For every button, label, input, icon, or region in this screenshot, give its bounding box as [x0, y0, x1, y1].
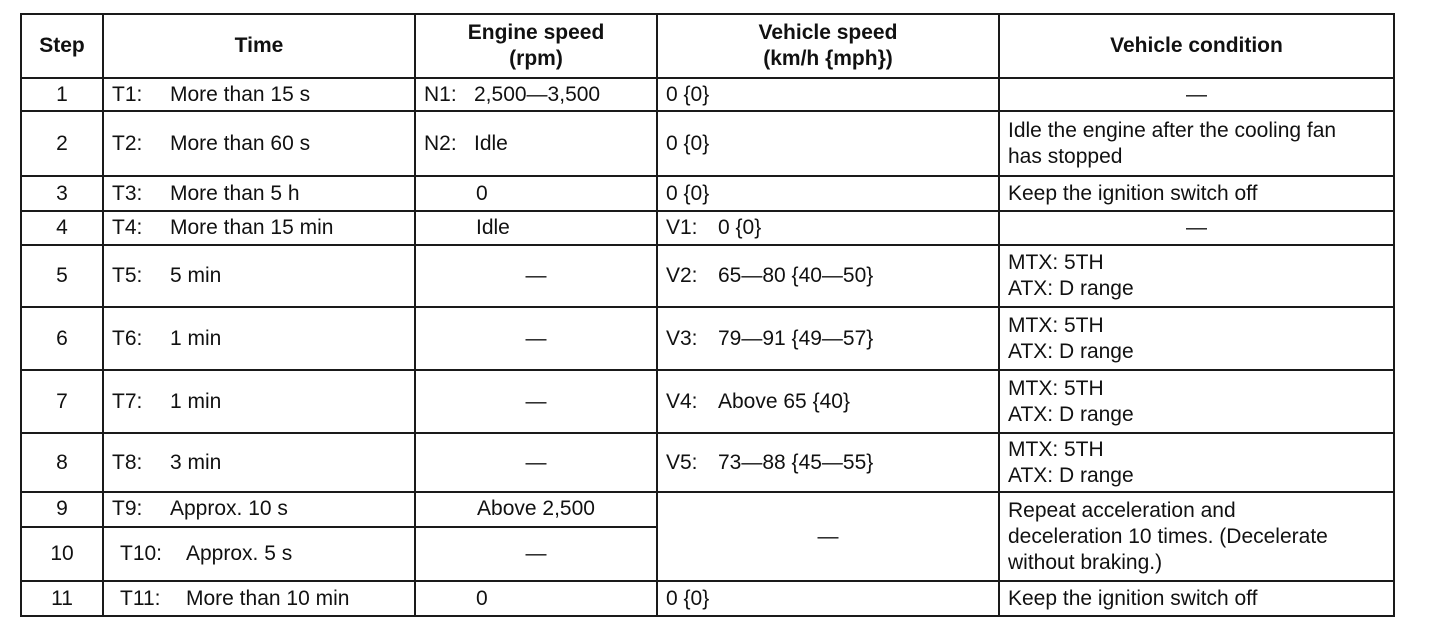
step-cell: 9	[21, 492, 103, 527]
table-row	[21, 245, 1394, 307]
vehicle-speed-cell: 0 {0}	[657, 176, 999, 211]
table-row	[21, 78, 1394, 111]
table-row	[21, 433, 1394, 492]
time-cell: T9: Approx. 10 s	[103, 492, 415, 527]
condition-cell: —	[999, 211, 1394, 246]
time-cell: T4: More than 15 min	[103, 211, 415, 246]
engine-speed-cell: N1: 2,500—3,500	[415, 78, 657, 111]
vehicle-speed-cell: 0 {0}	[657, 78, 999, 111]
header-step: Step	[21, 14, 103, 78]
condition-cell: Keep the ignition switch off	[999, 176, 1394, 211]
condition-cell: Repeat acceleration and deceleration 10 times. (Decelerate without braking.)	[999, 492, 1394, 581]
engine-speed-cell: Above 2,500	[415, 492, 657, 527]
condition-cell: MTX: 5TH ATX: D range	[999, 307, 1394, 370]
table-row	[21, 307, 1394, 370]
time-cell: T3: More than 5 h	[103, 176, 415, 211]
step-cell: 5	[21, 245, 103, 307]
drive-cycle-table	[20, 13, 1395, 617]
table-row	[21, 492, 1394, 527]
engine-speed-cell: —	[415, 307, 657, 370]
condition-cell: MTX: 5TH ATX: D range	[999, 245, 1394, 307]
table-row	[21, 211, 1394, 246]
step-cell: 10	[21, 527, 103, 582]
vehicle-speed-cell: —	[657, 492, 999, 581]
time-cell: T7: 1 min	[103, 370, 415, 433]
vehicle-speed-cell: V2: 65—80 {40—50}	[657, 245, 999, 307]
header-row	[21, 14, 1394, 78]
vehicle-speed-cell: 0 {0}	[657, 581, 999, 616]
table-row	[21, 581, 1394, 616]
time-cell: T6: 1 min	[103, 307, 415, 370]
vehicle-speed-cell: 0 {0}	[657, 111, 999, 176]
time-cell: T2: More than 60 s	[103, 111, 415, 176]
step-cell: 4	[21, 211, 103, 246]
vehicle-speed-cell: V4: Above 65 {40}	[657, 370, 999, 433]
table-row	[21, 370, 1394, 433]
engine-speed-cell: —	[415, 527, 657, 582]
header-time: Time	[103, 14, 415, 78]
step-cell: 2	[21, 111, 103, 176]
time-cell: T8: 3 min	[103, 433, 415, 492]
vehicle-speed-cell: V3: 79—91 {49—57}	[657, 307, 999, 370]
step-cell: 8	[21, 433, 103, 492]
engine-speed-cell: N2: Idle	[415, 111, 657, 176]
step-cell: 7	[21, 370, 103, 433]
engine-speed-cell: 0	[415, 581, 657, 616]
condition-cell: Keep the ignition switch off	[999, 581, 1394, 616]
condition-cell: —	[999, 78, 1394, 111]
vehicle-speed-cell: V1: 0 {0}	[657, 211, 999, 246]
table-row	[21, 176, 1394, 211]
condition-cell: Idle the engine after the cooling fan has stopped	[999, 111, 1394, 176]
step-cell: 11	[21, 581, 103, 616]
engine-speed-cell: 0	[415, 176, 657, 211]
time-cell: T1: More than 15 s	[103, 78, 415, 111]
header-engine-speed: Engine speed (rpm)	[415, 14, 657, 78]
engine-speed-cell: —	[415, 245, 657, 307]
time-cell: T5: 5 min	[103, 245, 415, 307]
header-vehicle-condition: Vehicle condition	[999, 14, 1394, 78]
engine-speed-cell: Idle	[415, 211, 657, 246]
step-cell: 6	[21, 307, 103, 370]
condition-cell: MTX: 5TH ATX: D range	[999, 370, 1394, 433]
time-cell: T11: More than 10 min	[103, 581, 415, 616]
step-cell: 1	[21, 78, 103, 111]
step-cell: 3	[21, 176, 103, 211]
header-vehicle-speed: Vehicle speed (km/h {mph})	[657, 14, 999, 78]
condition-cell: MTX: 5TH ATX: D range	[999, 433, 1394, 492]
time-cell: T10: Approx. 5 s	[103, 527, 415, 582]
engine-speed-cell: —	[415, 433, 657, 492]
table-row	[21, 111, 1394, 176]
engine-speed-cell: —	[415, 370, 657, 433]
vehicle-speed-cell: V5: 73—88 {45—55}	[657, 433, 999, 492]
